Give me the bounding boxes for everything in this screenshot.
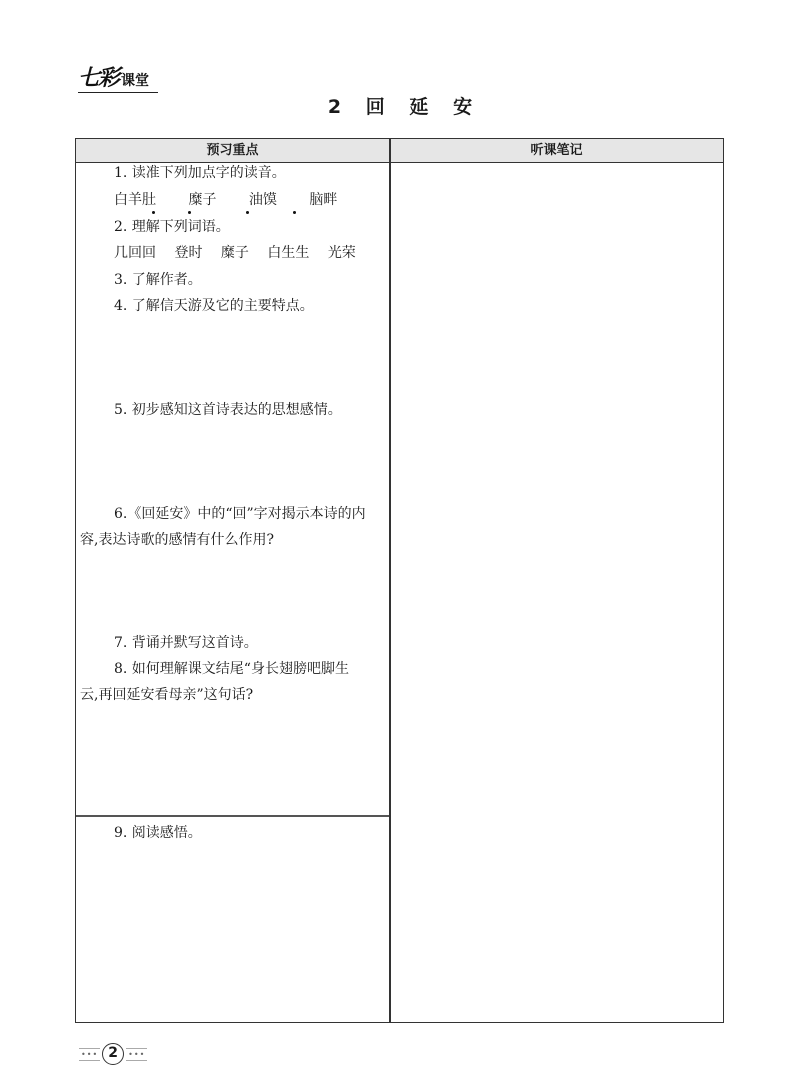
pager-dots-left: ••• bbox=[81, 1049, 99, 1059]
word-item: 糜子 bbox=[188, 192, 217, 208]
question-7: 7. 背诵并默写这首诗。 bbox=[114, 635, 258, 651]
lesson-title-char-3: 安 bbox=[453, 96, 473, 118]
question-5: 5. 初步感知这首诗表达的思想感情。 bbox=[114, 402, 342, 418]
word-item: 油馍 bbox=[248, 192, 277, 208]
table-header bbox=[76, 139, 723, 163]
question-2-words bbox=[114, 243, 370, 263]
word-item: 登时 bbox=[174, 245, 203, 261]
question-1-words bbox=[114, 190, 365, 210]
question-8-line-1: 8. 如何理解课文结尾“身长翅膀吧脚生 bbox=[114, 661, 349, 677]
question-2: 2. 理解下列词语。 bbox=[114, 219, 230, 235]
question-8-line-2: 云,再回延安看母亲”这句话? bbox=[80, 687, 254, 703]
row-divider bbox=[76, 815, 389, 817]
pager-dots-right: ••• bbox=[128, 1049, 146, 1059]
word-item: 光荣 bbox=[327, 245, 356, 261]
study-table bbox=[75, 138, 724, 1023]
brand-word: 课堂 bbox=[121, 73, 150, 89]
lesson-number: 2 bbox=[327, 96, 342, 118]
lesson-title bbox=[0, 92, 800, 119]
word-item: 几回回 bbox=[114, 245, 156, 261]
brand-logo bbox=[78, 66, 158, 93]
question-4: 4. 了解信天游及它的主要特点。 bbox=[114, 298, 314, 314]
lesson-title-char-1: 回 bbox=[365, 96, 385, 118]
question-9: 9. 阅读感悟。 bbox=[114, 825, 202, 841]
word-item: 白羊肚 bbox=[114, 192, 156, 208]
question-3: 3. 了解作者。 bbox=[114, 272, 202, 288]
brand-script: 七彩 bbox=[78, 65, 119, 91]
word-item: 白生生 bbox=[267, 245, 310, 261]
question-1: 1. 读准下列加点字的读音。 bbox=[114, 165, 286, 181]
header-lecture-notes: 听课笔记 bbox=[530, 143, 583, 158]
word-item: 脑畔 bbox=[309, 192, 338, 208]
question-6-line-1: 6.《回延安》中的“回”字对揭示本诗的内 bbox=[114, 506, 366, 522]
page-number: 2 bbox=[102, 1043, 124, 1065]
lesson-title-char-2: 延 bbox=[409, 96, 429, 118]
header-preview-focus: 预习重点 bbox=[206, 143, 259, 158]
page-indicator bbox=[79, 1043, 147, 1065]
question-6-line-2: 容,表达诗歌的感情有什么作用? bbox=[80, 532, 274, 548]
word-item: 糜子 bbox=[220, 245, 249, 261]
notes-area[interactable] bbox=[391, 163, 722, 1021]
